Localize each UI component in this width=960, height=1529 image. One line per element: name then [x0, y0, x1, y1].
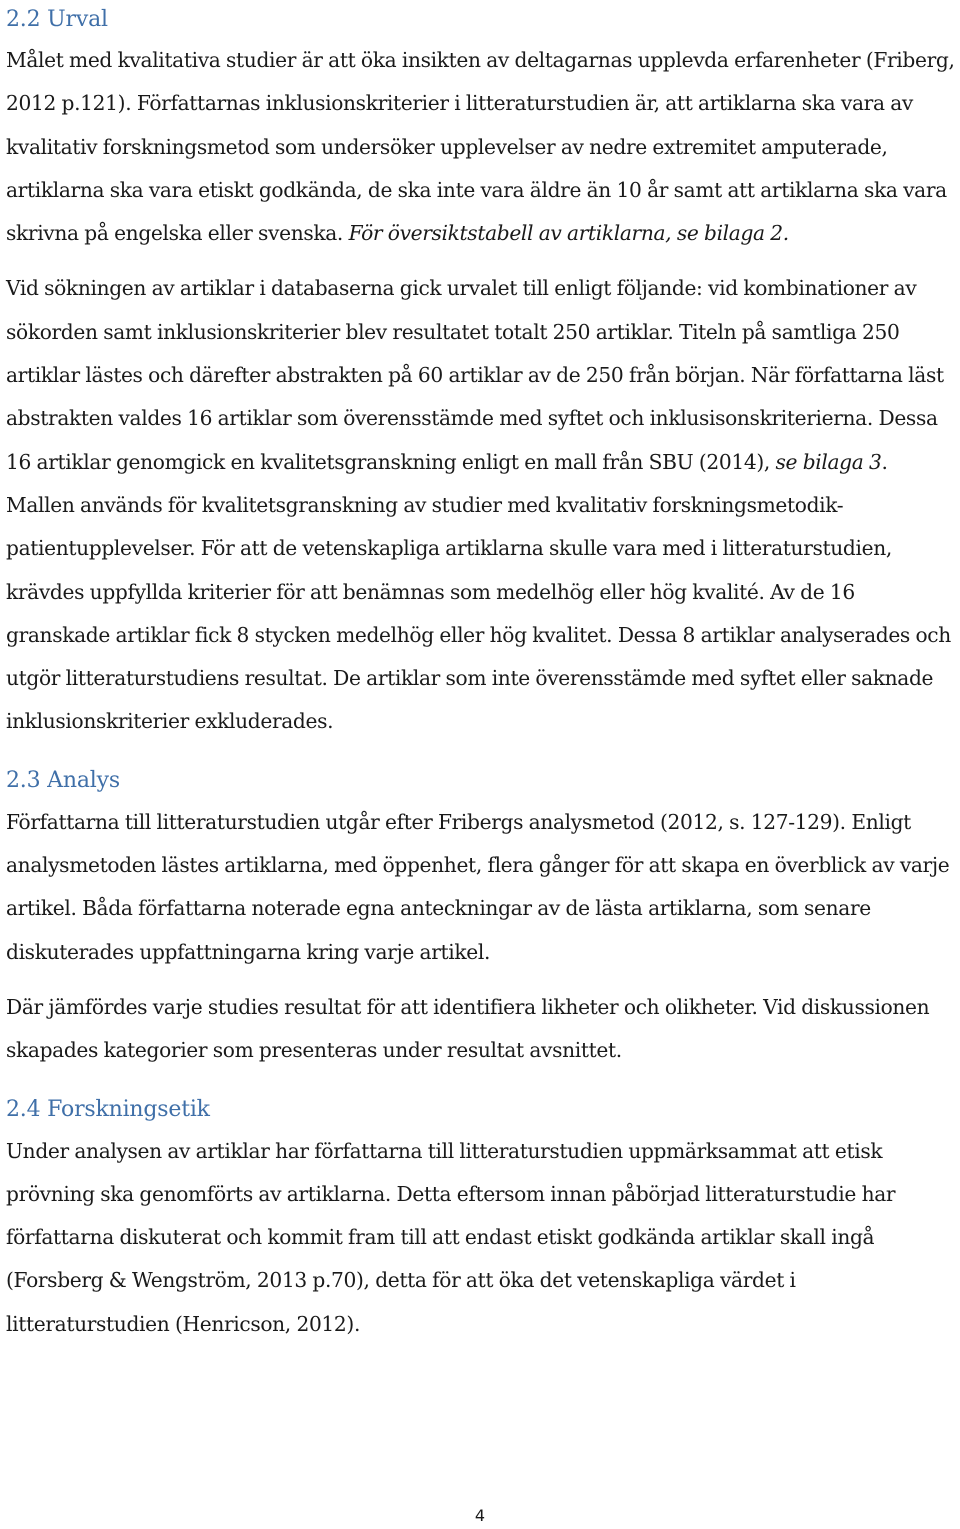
urval-paragraph-1-text: Målet med kvalitativa studier är att öka insikten av deltagarnas upplevda erfarenheter (Friberg, 2012 p.121). Författarnas inklusionskriterier i litteraturstudien är, att artiklarna ska vara av kvalitativ forskningsmetod som undersöker upplevelser av nedre extremitet amputerade, artiklarna ska vara etiskt godkända, de ska inte vara äldre än 10 år samt att artiklarna ska vara skrivna på engelska eller svenska. [6, 48, 955, 246]
urval-paragraph-1 [6, 39, 956, 255]
forskningsetik-paragraph-1: Under analysen av artiklar har författarna till litteraturstudien uppmärksammat att etisk prövning ska genomförts av artiklarna. Detta eftersom innan påbörjad litteraturstudie har författarna diskuterat och kommit fram till att endast etiskt godkända artiklar skall ingå (Forsberg & Wengström, 2013 p.70), detta för att öka det vetenskapliga värdet i litteraturstudien (Henricson, 2012). [6, 1138, 896, 1336]
urval-paragraph-2-italic: se bilaga 3 [775, 449, 882, 474]
section-heading-urval: 2.2 Urval [6, 7, 108, 32]
urval-paragraph-1-italic: För översiktstabell av artiklarna, se bilaga 2. [348, 221, 789, 246]
urval-paragraph-2-text-b: . Mallen används för kvalitetsgranskning av studier med kvalitativ forskningsmetodik- patientupplevelser. För att de vetenskapliga artiklarna skulle vara med i litteraturstudien, krävdes uppfyllda kriterier för att benämnas som medelhög eller hög kvalité. Av de 16 granskade artiklar fick 8 stycken medelhög eller hög kvalitet. Dessa 8 artiklar analyserades och utgör litteraturstudiens resultat. De artiklar som inte överensstämde med syftet eller saknade inklusionskriterier exkluderades. [6, 449, 951, 734]
document-page [6, 0, 956, 1346]
section-heading-analys: 2.3 Analys [6, 767, 120, 793]
analys-paragraph-2: Där jämfördes varje studies resultat för att identifiera likheter och olikheter. Vid diskussionen skapades kategorier som presenteras under resultat avsnittet. [6, 994, 930, 1063]
section-heading-forskningsetik: 2.4 Forskningsetik [6, 1096, 210, 1122]
urval-paragraph-2 [6, 267, 956, 743]
page-number: 4 [474, 1506, 486, 1525]
urval-paragraph-2-text-a: Vid sökningen av artiklar i databaserna gick urvalet till enligt följande: vid kombinationer av sökorden samt inklusionskriterier blev resultatet totalt 250 artiklar. Titeln på samtliga 250 artiklar lästes och därefter abstrakten på 60 artiklar av de 250 från början. När författarna läst abstrakten valdes 16 artiklar som överensstämde med syftet och inklusisonskriterierna. Dessa 16 artiklar genomgick en kvalitetsgranskning enligt en mall från SBU (2014), [6, 276, 944, 474]
analys-paragraph-1: Författarna till litteraturstudien utgår efter Fribergs analysmetod (2012, s. 127-129). Enligt analysmetoden lästes artiklarna, med öppenhet, flera gånger för att skapa en överblick av varje artikel. Båda författarna noterade egna anteckningar av de lästa artiklarna, som senare diskuterades uppfattningarna kring varje artikel. [6, 809, 950, 964]
